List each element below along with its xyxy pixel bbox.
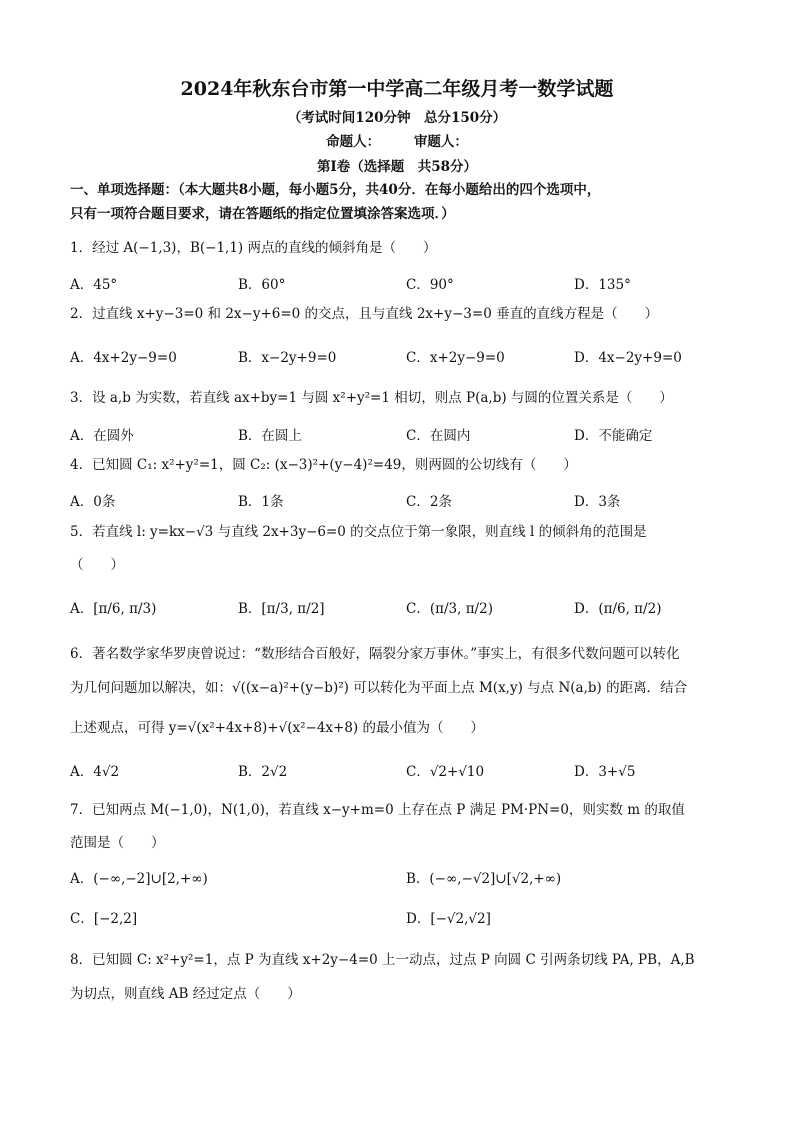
- exam-info: （考试时间120分钟 总分150分）: [287, 110, 507, 126]
- question-5-option-b: B．[π/3, π/2]: [238, 601, 325, 617]
- question-3-option-a: A．在圆外: [70, 428, 134, 444]
- question-2-option-a: A．4x+2y−9=0: [70, 350, 177, 366]
- question-2-stem: 2．过直线 x+y−3=0 和 2x−y+6=0 的交点，且与直线 2x+y−3=0 垂直的直线方程是（ ）: [70, 306, 659, 322]
- question-4-option-d: D．3条: [574, 494, 621, 510]
- question-7-stem-line2: 范围是（ ）: [70, 835, 165, 851]
- question-7-option-d: D．[−√2,√2]: [406, 911, 491, 927]
- question-1-option-c: C．90°: [406, 277, 454, 293]
- exam-title: 2024年秋东台市第一中学高二年级月考一数学试题: [180, 78, 614, 100]
- question-5-option-d: D．(π/6, π/2): [574, 601, 662, 617]
- question-8-stem-line2: 为切点，则直线 AB 经过定点（ ）: [70, 986, 301, 1002]
- question-2-option-b: B．x−2y+9=0: [238, 350, 337, 366]
- question-1-option-a: A．45°: [70, 277, 118, 293]
- question-6-option-c: C．√2+√10: [406, 764, 485, 780]
- question-8-stem-line1: 8．已知圆 C: x²+y²=1，点 P 为直线 x+2y−4=0 上一动点，过点 P 向圆 C 引两条切线 PA, PB，A,B: [70, 952, 695, 968]
- question-2-option-c: C．x+2y−9=0: [406, 350, 505, 366]
- question-5-option-c: C．(π/3, π/2): [406, 601, 493, 617]
- section-instructions-line1: 一、单项选择题：（本大题共8小题，每小题5分，共40分．在每小题给出的四个选项中，: [70, 182, 601, 198]
- question-5-option-a: A．[π/6, π/3): [70, 601, 157, 617]
- question-6-stem-line1: 6．著名数学家华罗庚曾说过：“数形结合百般好，隔裂分家万事休。”事实上，有很多代数问题可以转化: [70, 646, 680, 662]
- question-1-stem: 1．经过 A(−1,3)，B(−1,1) 两点的直线的倾斜角是（ ）: [70, 240, 437, 256]
- question-5-stem-line2: （ ）: [70, 557, 124, 573]
- question-3-option-d: D．不能确定: [574, 428, 653, 444]
- question-7-stem-line1: 7．已知两点 M(−1,0)，N(1,0)，若直线 x−y+m=0 上存在点 P 满足 PM·PN=0，则实数 m 的取值: [70, 802, 685, 818]
- question-5-stem-line1: 5．若直线 l: y=kx−√3 与直线 2x+3y−6=0 的交点位于第一象限，则直线 l 的倾斜角的范围是: [70, 524, 647, 540]
- question-4-option-a: A．0条: [70, 494, 116, 510]
- question-6-option-b: B．2√2: [238, 764, 288, 780]
- question-3-option-b: B．在圆上: [238, 428, 302, 444]
- question-7-option-b: B．(−∞,−√2]∪[√2,+∞): [406, 871, 562, 887]
- question-4-option-c: C．2条: [406, 494, 452, 510]
- question-7-option-c: C．[−2,2]: [70, 911, 138, 927]
- question-4-option-b: B．1条: [238, 494, 284, 510]
- question-6-stem-line2: 为几何问题加以解决，如：√((x−a)²+(y−b)²) 可以转化为平面上点 M(x,y) 与点 N(a,b) 的距离．结合: [70, 680, 688, 696]
- part-heading: 第Ⅰ卷（选择题 共58分）: [316, 159, 478, 175]
- question-4-stem: 4．已知圆 C₁: x²+y²=1，圆 C₂: (x−3)²+(y−4)²=49，则两圆的公切线有（ ）: [70, 457, 577, 473]
- section-instructions-line2: 只有一项符合题目要求，请在答题纸的指定位置填涂答案选项．）: [70, 206, 455, 222]
- question-1-option-b: B．60°: [238, 277, 286, 293]
- question-3-stem: 3．设 a,b 为实数，若直线 ax+by=1 与圆 x²+y²=1 相切，则点 P(a,b) 与圆的位置关系是（ ）: [70, 390, 673, 406]
- question-2-option-d: D．4x−2y+9=0: [574, 350, 682, 366]
- question-6-option-a: A．4√2: [70, 764, 120, 780]
- question-6-stem-line3: 上述观点，可得 y=√(x²+4x+8)+√(x²−4x+8) 的最小值为（ ）: [70, 720, 484, 736]
- question-3-option-c: C．在圆内: [406, 428, 471, 444]
- question-7-option-a: A．(−∞,−2]∪[2,+∞): [70, 871, 208, 887]
- question-6-option-d: D．3+√5: [574, 764, 636, 780]
- exam-authors: 命题人： 审题人：: [326, 134, 468, 150]
- question-1-option-d: D．135°: [574, 277, 631, 293]
